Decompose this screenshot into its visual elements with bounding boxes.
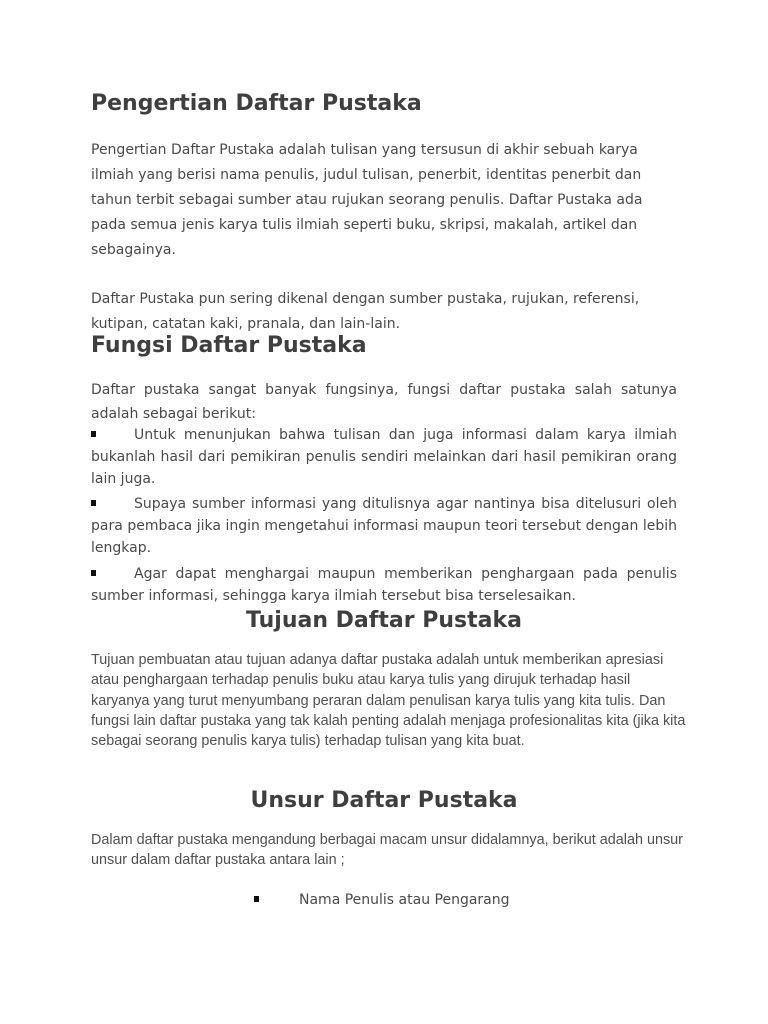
bullet-icon [91, 570, 96, 576]
list-item-fungsi-2: Supaya sumber informasi yang ditulisnya agar nantinya bisa ditelusuri oleh para pembaca jika ingin mengetahui informasi maupun teori tersebut dengan lebih lengkap. [91, 496, 677, 556]
heading-fungsi: Fungsi Daftar Pustaka [91, 333, 367, 358]
bullet-icon [91, 500, 96, 506]
list-item-fungsi-3: Agar dapat menghargai maupun memberikan penghargaan pada penulis sumber informasi, sehingga karya ilmiah tersebut bisa terselesaikan. [91, 566, 677, 604]
paragraph-fungsi-intro: Daftar pustaka sangat banyak fungsinya, fungsi daftar pustaka salah satunya adalah sebagai berikut: [91, 382, 677, 422]
paragraph-pengertian-definition: Pengertian Daftar Pustaka adalah tulisan yang tersusun di akhir sebuah karya ilmiah yang berisi nama penulis, judul tulisan, penerbit, identitas penerbit dan tahun terbit sebagai sumber atau rujukan seorang penulis. Daftar Pustaka ada pada semua jenis karya tulis ilmiah seperti buku, skripsi, makalah, artikel dan sebagainya. [91, 142, 643, 258]
list-item-fungsi-1: Untuk menunjukan bahwa tulisan dan juga informasi dalam karya ilmiah bukanlah hasil dari pemikiran penulis sendiri melainkan dari hasil pemikiran orang lain juga. [91, 427, 677, 487]
heading-tujuan: Tujuan Daftar Pustaka [246, 608, 522, 633]
bullet-icon [91, 431, 96, 437]
bullet-icon [254, 896, 259, 902]
paragraph-unsur: Dalam daftar pustaka mengandung berbagai macam unsur didalamnya, berikut adalah unsur unsur dalam daftar pustaka antara lain ; [91, 832, 683, 869]
list-item-unsur-1: Nama Penulis atau Pengarang [254, 890, 510, 910]
paragraph-tujuan: Tujuan pembuatan atau tujuan adanya daftar pustaka adalah untuk memberikan apresiasi atau penghargaan terhadap penulis buku atau karya tulis yang dirujuk terhadap hasil karyanya yang turut menyumbang peraran dalam penulisan karya tulis yang kita tulis. Dan fungsi lain daftar pustaka yang tak kalah penting adalah menjaga profesionalitas kita (jika kita sebagai seorang penulis karya tulis) terhadap tulisan yang kita buat. [91, 652, 686, 750]
paragraph-pengertian-synonyms: Daftar Pustaka pun sering dikenal dengan sumber pustaka, rujukan, referensi, kutipan, catatan kaki, pranala, dan lain-lain. [91, 291, 640, 332]
heading-pengertian: Pengertian Daftar Pustaka [91, 91, 422, 116]
heading-unsur: Unsur Daftar Pustaka [250, 788, 518, 813]
